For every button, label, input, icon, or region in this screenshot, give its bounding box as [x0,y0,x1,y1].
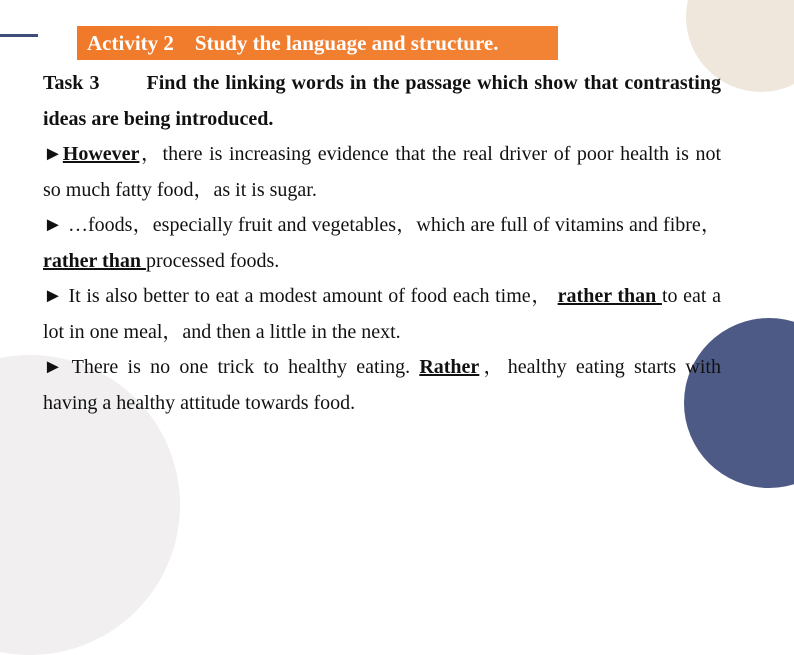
item-post-text: processed foods. [145,249,280,272]
item-post-text: ，healthy eating starts with having a healthy attitude towards food. [43,356,721,414]
list-item [43,350,721,421]
bullet-arrow-icon: ► [43,285,63,307]
accent-line [0,34,38,37]
item-post-text: to eat a lot in one meal，and then a little in the next. [43,285,721,343]
activity-banner [77,26,558,60]
task-instruction: Find the linking words in the passage which show that contrasting ideas are being introduced. [43,72,721,130]
item-pre-text: There is no one trick to healthy eating. [62,356,420,378]
list-item [43,208,721,279]
linking-word: rather than [557,285,662,307]
list-item [43,279,721,350]
linking-word: Rather [419,356,480,378]
item-pre-text: It is also better to eat a modest amount of food each time， [62,285,558,307]
task-heading [43,66,721,137]
bullet-arrow-icon: ► [43,356,63,378]
activity-title: Activity 2 Study the language and structure. [87,30,499,55]
slide-content [43,66,721,421]
list-item [43,137,721,208]
item-post-text: ，there is increasing evidence that the real driver of poor health is not so much fatty food，as it is sugar. [43,143,721,201]
bullet-arrow-icon: ► [43,214,63,236]
item-pre-text: …foods，especially fruit and vegetables，which are full of vitamins and fibre， [62,214,721,236]
bullet-arrow-icon: ► [43,143,63,165]
linking-word: However [62,143,140,165]
task-label: Task 3 [43,72,100,94]
linking-word: rather than [43,249,146,272]
